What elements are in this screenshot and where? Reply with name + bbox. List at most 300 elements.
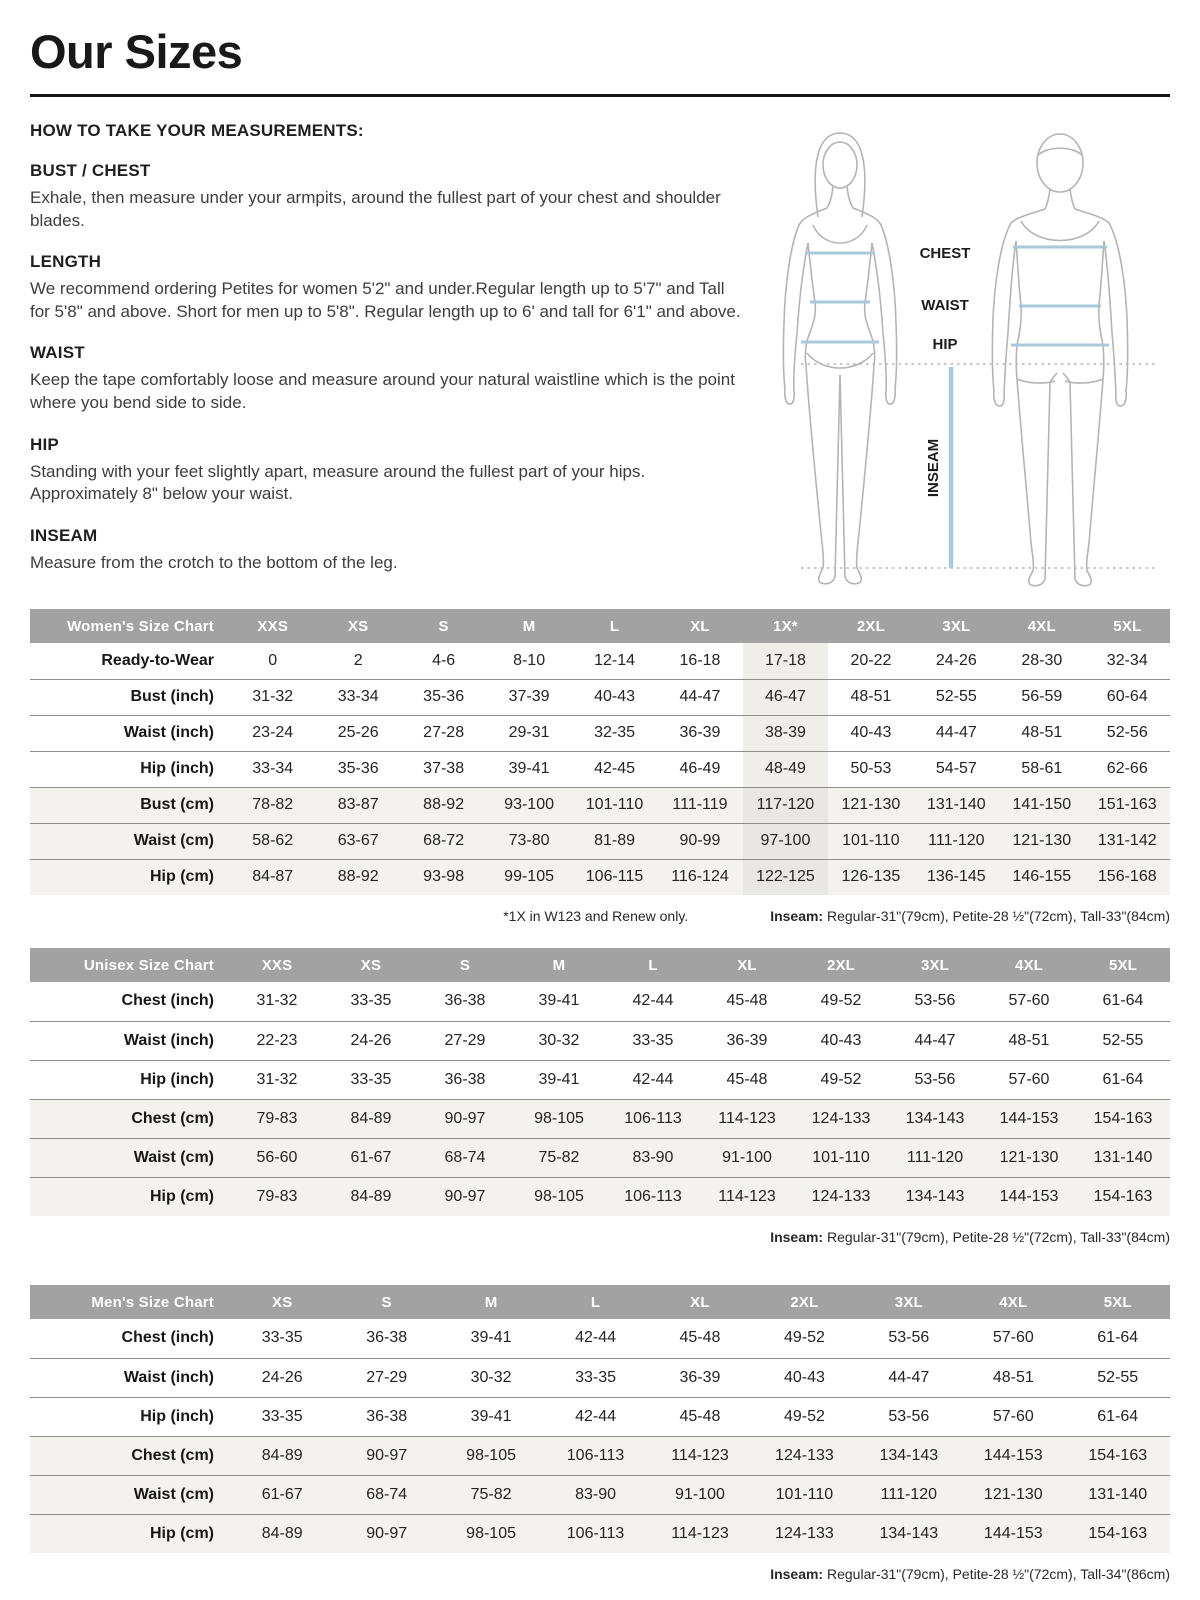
size-cell: 40-43 <box>820 1031 862 1049</box>
size-cell: 78-82 <box>252 796 294 813</box>
column-header-l: L <box>606 948 700 982</box>
size-cell: 79-83 <box>256 1187 298 1205</box>
size-cell: 114-123 <box>671 1524 729 1542</box>
column-header-xs: XS <box>230 1285 334 1319</box>
size-cell: 28-30 <box>1021 651 1063 669</box>
size-table-row <box>30 1475 1170 1514</box>
size-cell: 73-80 <box>508 832 550 849</box>
size-cell: 39-41 <box>538 1070 580 1088</box>
inseam-note-label: Inseam: <box>770 1229 827 1245</box>
size-cell: 136-145 <box>926 868 986 886</box>
size-cell: 154-163 <box>1088 1524 1148 1542</box>
size-cell: 42-44 <box>575 1329 616 1347</box>
section-waist <box>30 343 745 414</box>
size-cell: 36-38 <box>444 992 486 1010</box>
size-cell: 48-49 <box>743 751 828 787</box>
size-cell: 45-48 <box>726 1070 768 1088</box>
size-table-row <box>30 982 1170 1021</box>
unisex-table-footnotes <box>30 1229 1170 1245</box>
size-cell: 36-39 <box>679 1368 721 1386</box>
size-cell: 42-44 <box>575 1407 616 1425</box>
size-cell: 60-64 <box>1106 688 1148 705</box>
column-header-xl: XL <box>657 609 742 643</box>
mens-table-footnotes <box>30 1566 1170 1582</box>
size-cell: 17-18 <box>743 643 828 679</box>
size-cell: 36-39 <box>726 1031 768 1049</box>
size-cell: 33-35 <box>261 1329 303 1347</box>
column-header-xxs: XXS <box>230 609 315 643</box>
measurement-instructions <box>30 113 755 601</box>
size-cell: 144-153 <box>983 1446 1043 1464</box>
size-cell: 93-98 <box>423 868 465 886</box>
row-label: Hip (cm) <box>150 868 214 886</box>
size-cell: 44-47 <box>914 1031 956 1049</box>
size-cell: 12-14 <box>594 651 635 669</box>
size-cell: 53-56 <box>914 992 956 1010</box>
size-cell: 57-60 <box>992 1407 1034 1425</box>
column-header-m: M <box>512 948 606 982</box>
footnote-inseam <box>770 1566 1170 1582</box>
size-cell: 61-67 <box>261 1485 303 1503</box>
column-header-3xl: 3XL <box>857 1285 961 1319</box>
column-header-3xl: 3XL <box>888 948 982 982</box>
size-cell: 83-90 <box>632 1148 674 1166</box>
size-cell: 32-34 <box>1106 651 1148 669</box>
size-cell: 32-35 <box>594 724 635 741</box>
size-cell: 33-35 <box>575 1368 616 1386</box>
column-header-s: S <box>418 948 512 982</box>
size-cell: 57-60 <box>1008 992 1050 1010</box>
row-label: Hip (inch) <box>140 1070 214 1088</box>
size-cell: 30-32 <box>538 1031 580 1049</box>
size-cell: 68-72 <box>423 832 465 849</box>
size-cell: 46-47 <box>743 679 828 715</box>
size-cell: 39-41 <box>538 992 580 1010</box>
footnote-inseam <box>770 1229 1170 1245</box>
size-cell: 144-153 <box>999 1187 1059 1205</box>
size-cell: 106-113 <box>624 1187 682 1205</box>
size-cell: 57-60 <box>1008 1070 1050 1088</box>
size-cell: 61-67 <box>350 1148 392 1166</box>
size-cell: 91-100 <box>675 1485 725 1503</box>
size-cell: 101-110 <box>842 832 900 849</box>
size-cell: 90-97 <box>444 1187 486 1205</box>
size-cell: 20-22 <box>850 651 892 669</box>
size-table-row <box>30 823 1170 859</box>
column-header-xl: XL <box>648 1285 752 1319</box>
size-cell: 35-36 <box>423 688 465 705</box>
column-header-xxs: XXS <box>230 948 324 982</box>
size-cell: 39-41 <box>470 1329 512 1347</box>
size-cell: 75-82 <box>538 1148 580 1166</box>
column-header-s: S <box>334 1285 438 1319</box>
size-cell: 98-105 <box>466 1524 516 1542</box>
size-cell: 99-105 <box>504 868 554 886</box>
size-cell: 27-29 <box>444 1031 486 1049</box>
figures-illustration <box>755 113 1170 595</box>
row-label: Ready-to-Wear <box>101 651 214 669</box>
size-cell: 48-51 <box>1021 724 1063 741</box>
size-cell: 124-133 <box>775 1524 834 1542</box>
size-cell: 44-47 <box>935 724 977 741</box>
size-table-row <box>30 859 1170 895</box>
size-cell: 126-135 <box>841 868 901 886</box>
section-length <box>30 252 745 323</box>
size-cell: 88-92 <box>423 796 465 813</box>
size-cell: 57-60 <box>992 1329 1034 1347</box>
size-cell: 63-67 <box>337 832 379 849</box>
size-table-row <box>30 1021 1170 1060</box>
column-header-s: S <box>401 609 486 643</box>
size-cell: 58-62 <box>252 832 294 849</box>
size-cell: 84-87 <box>252 868 294 886</box>
size-table-row <box>30 1397 1170 1436</box>
row-label: Hip (cm) <box>150 1524 214 1542</box>
size-table-row <box>30 1177 1170 1216</box>
hip-label: HIP <box>932 336 958 353</box>
size-cell: 134-143 <box>905 1109 965 1127</box>
size-cell: 49-52 <box>783 1329 825 1347</box>
inseam-note-label: Inseam: <box>770 1566 827 1582</box>
column-header-xs: XS <box>315 609 400 643</box>
size-cell: 154-163 <box>1093 1109 1153 1127</box>
instructions-heading: HOW TO TAKE YOUR MEASUREMENTS: <box>30 121 364 140</box>
size-cell: 49-52 <box>820 992 862 1010</box>
size-cell: 141-150 <box>1012 796 1072 813</box>
size-cell: 121-130 <box>999 1148 1059 1166</box>
size-cell: 31-32 <box>256 1070 298 1088</box>
section-title: INSEAM <box>30 525 98 545</box>
size-cell: 83-87 <box>337 796 379 813</box>
size-cell: 68-74 <box>444 1148 486 1166</box>
size-cell: 154-163 <box>1088 1446 1148 1464</box>
size-cell: 88-92 <box>337 868 379 886</box>
mens-size-chart-block <box>30 1285 1170 1582</box>
column-header-1x: 1X* <box>743 609 828 643</box>
size-cell: 8-10 <box>513 651 546 669</box>
size-cell: 84-89 <box>261 1446 303 1464</box>
section-body: Measure from the crotch to the bottom of the leg. <box>30 552 398 572</box>
column-header-5xl: 5XL <box>1076 948 1170 982</box>
row-label: Waist (inch) <box>123 1368 214 1386</box>
size-cell: 61-64 <box>1102 1070 1144 1088</box>
footnote-1x: *1X in W123 and Renew only. <box>503 908 689 924</box>
size-cell: 106-113 <box>566 1446 625 1464</box>
row-label: Waist (cm) <box>133 1148 214 1166</box>
size-table-row <box>30 751 1170 787</box>
row-label: Bust (cm) <box>140 796 214 813</box>
column-header-m: M <box>439 1285 543 1319</box>
section-title: BUST / CHEST <box>30 161 151 180</box>
section-body: Exhale, then measure under your armpits, around the fullest part of your chest and shoulder blades. <box>30 188 721 230</box>
size-cell: 75-82 <box>470 1485 512 1503</box>
size-cell: 90-99 <box>679 832 721 849</box>
size-cell: 121-130 <box>841 796 901 813</box>
row-label: Waist (inch) <box>123 1031 214 1049</box>
column-header-5xl: 5XL <box>1066 1285 1171 1319</box>
size-cell: 91-100 <box>722 1148 772 1166</box>
unisex-size-table <box>30 948 1170 1216</box>
size-cell: 61-64 <box>1097 1407 1139 1425</box>
size-cell: 98-105 <box>534 1187 584 1205</box>
table-title: Women's Size Chart <box>30 609 230 643</box>
size-cell: 44-47 <box>679 688 721 705</box>
row-label: Waist (cm) <box>133 1485 214 1503</box>
size-cell: 106-115 <box>585 868 644 886</box>
size-cell: 33-34 <box>337 688 379 705</box>
size-cell: 53-56 <box>888 1329 930 1347</box>
size-cell: 90-97 <box>366 1524 408 1542</box>
size-cell: 40-43 <box>850 724 892 741</box>
size-cell: 84-89 <box>261 1524 303 1542</box>
size-cell: 42-45 <box>594 760 635 777</box>
column-header-l: L <box>572 609 657 643</box>
size-cell: 2 <box>353 651 363 669</box>
size-cell: 31-32 <box>252 688 294 705</box>
size-table-row <box>30 1099 1170 1138</box>
womens-table-footnotes <box>30 908 1170 924</box>
size-cell: 44-47 <box>888 1368 930 1386</box>
size-cell: 39-41 <box>508 760 550 777</box>
size-cell: 40-43 <box>594 688 635 705</box>
size-cell: 22-23 <box>256 1031 298 1049</box>
size-cell: 117-120 <box>743 787 828 823</box>
size-cell: 45-48 <box>679 1329 721 1347</box>
size-table-header-row <box>30 609 1170 643</box>
size-cell: 131-142 <box>1097 832 1157 849</box>
size-cell: 121-130 <box>983 1485 1043 1503</box>
row-label: Bust (inch) <box>130 688 214 705</box>
size-cell: 116-124 <box>671 868 729 886</box>
section-body: Keep the tape comfortably loose and measure around your natural waistline which is the point where you bend side to side. <box>30 370 735 413</box>
size-table-row <box>30 1138 1170 1177</box>
column-header-2xl: 2XL <box>828 609 913 643</box>
size-cell: 24-26 <box>261 1368 303 1386</box>
size-cell: 30-32 <box>470 1368 512 1386</box>
female-figure-outline <box>783 133 896 584</box>
column-header-2xl: 2XL <box>794 948 888 982</box>
size-cell: 131-140 <box>926 796 986 813</box>
male-figure-outline <box>992 134 1127 586</box>
size-table-row <box>30 1436 1170 1475</box>
size-cell: 29-31 <box>508 724 550 741</box>
size-cell: 46-49 <box>679 760 721 777</box>
size-cell: 79-83 <box>256 1109 298 1127</box>
size-table-row <box>30 679 1170 715</box>
column-header-xs: XS <box>324 948 418 982</box>
column-header-3xl: 3XL <box>914 609 999 643</box>
size-cell: 16-18 <box>679 651 721 669</box>
size-cell: 144-153 <box>999 1109 1059 1127</box>
size-cell: 101-110 <box>775 1485 834 1503</box>
size-cell: 156-168 <box>1097 868 1157 886</box>
size-table-row <box>30 787 1170 823</box>
inseam-note-label: Inseam: <box>770 908 827 924</box>
size-cell: 101-110 <box>812 1148 870 1166</box>
size-cell: 111-120 <box>906 1148 964 1166</box>
size-cell: 68-74 <box>366 1485 408 1503</box>
size-cell: 48-51 <box>850 688 892 705</box>
row-label: Waist (inch) <box>123 724 214 741</box>
table-title: Unisex Size Chart <box>30 948 230 982</box>
section-title: LENGTH <box>30 252 102 272</box>
size-table-row <box>30 1514 1170 1553</box>
column-header-2xl: 2XL <box>752 1285 856 1319</box>
section-hip <box>30 435 745 506</box>
title-divider <box>30 94 1170 97</box>
size-cell: 90-97 <box>366 1446 408 1464</box>
size-cell: 42-44 <box>632 1070 674 1088</box>
size-cell: 61-64 <box>1097 1329 1139 1347</box>
size-cell: 45-48 <box>726 992 768 1010</box>
size-cell: 23-24 <box>252 724 294 741</box>
row-label: Chest (inch) <box>121 1329 214 1347</box>
size-cell: 101-110 <box>585 796 644 813</box>
size-table-header-row <box>30 1285 1170 1319</box>
size-cell: 84-89 <box>350 1187 392 1205</box>
size-cell: 84-89 <box>350 1109 392 1127</box>
size-cell: 48-51 <box>992 1368 1034 1386</box>
size-cell: 154-163 <box>1093 1187 1153 1205</box>
section-title: HIP <box>30 434 59 454</box>
unisex-size-chart-block <box>30 948 1170 1245</box>
size-cell: 61-64 <box>1102 992 1144 1010</box>
size-cell: 24-26 <box>935 651 977 669</box>
size-cell: 40-43 <box>783 1368 825 1386</box>
size-cell: 35-36 <box>337 760 379 777</box>
size-cell: 93-100 <box>504 796 554 813</box>
section-body: We recommend ordering Petites for women 5'2" and under.Regular length up to 5'7" and Tall for 5'8" and above. Short for men up to 5'8". Regular length up to 6' and tall for 6'1" and above. <box>30 279 741 321</box>
chest-label: CHEST <box>919 245 971 262</box>
size-cell: 52-55 <box>1102 1031 1144 1049</box>
womens-size-table <box>30 609 1170 895</box>
size-cell: 52-55 <box>1097 1368 1139 1386</box>
womens-size-chart-block <box>30 609 1170 924</box>
size-cell: 98-105 <box>466 1446 516 1464</box>
size-cell: 81-89 <box>594 832 635 849</box>
measurement-guide <box>30 113 1170 601</box>
size-cell: 54-57 <box>935 760 977 777</box>
size-cell: 42-44 <box>632 992 674 1010</box>
size-cell: 124-133 <box>811 1109 871 1127</box>
size-table-row <box>30 1319 1170 1358</box>
size-cell: 114-123 <box>671 1446 729 1464</box>
waist-label: WAIST <box>921 297 969 314</box>
section-title: WAIST <box>30 343 85 363</box>
measurement-lines <box>801 247 1109 568</box>
size-cell: 33-35 <box>261 1407 303 1425</box>
body-measurement-diagram <box>755 113 1170 601</box>
size-cell: 146-155 <box>1012 868 1072 886</box>
size-cell: 134-143 <box>879 1524 939 1542</box>
section-inseam <box>30 526 745 575</box>
size-cell: 83-90 <box>575 1485 616 1503</box>
inseam-note-text: Regular-31"(79cm), Petite-28 ½"(72cm), Tall-33"(84cm) <box>827 908 1170 924</box>
size-table-header-row <box>30 948 1170 982</box>
size-cell: 114-123 <box>718 1187 776 1205</box>
size-cell: 49-52 <box>820 1070 862 1088</box>
size-table-row <box>30 1358 1170 1397</box>
size-cell: 106-113 <box>624 1109 682 1127</box>
size-cell: 36-38 <box>366 1329 408 1347</box>
row-label: Waist (cm) <box>133 832 214 849</box>
footnote-inseam <box>770 908 1170 924</box>
size-cell: 36-39 <box>679 724 721 741</box>
size-cell: 121-130 <box>1012 832 1072 849</box>
size-cell: 50-53 <box>850 760 892 777</box>
size-cell: 131-140 <box>1093 1148 1153 1166</box>
column-header-5xl: 5XL <box>1085 609 1170 643</box>
size-cell: 62-66 <box>1106 760 1148 777</box>
size-cell: 53-56 <box>914 1070 956 1088</box>
size-cell: 39-41 <box>470 1407 512 1425</box>
size-cell: 36-38 <box>444 1070 486 1088</box>
size-cell: 131-140 <box>1088 1485 1148 1503</box>
column-header-l: L <box>543 1285 647 1319</box>
size-cell: 97-100 <box>743 823 828 859</box>
size-cell: 25-26 <box>337 724 379 741</box>
size-table-row <box>30 643 1170 679</box>
row-label: Hip (inch) <box>140 1407 214 1425</box>
size-cell: 114-123 <box>718 1109 776 1127</box>
size-cell: 24-26 <box>350 1031 392 1049</box>
size-cell: 124-133 <box>811 1187 871 1205</box>
size-table-row <box>30 715 1170 751</box>
size-cell: 144-153 <box>983 1524 1043 1542</box>
size-cell: 27-29 <box>366 1368 408 1386</box>
size-cell: 124-133 <box>775 1446 834 1464</box>
column-header-m: M <box>486 609 571 643</box>
page-title: Our Sizes <box>30 25 243 78</box>
size-cell: 33-34 <box>252 760 294 777</box>
size-cell: 151-163 <box>1097 796 1157 813</box>
size-cell: 134-143 <box>879 1446 939 1464</box>
mens-size-table <box>30 1285 1170 1553</box>
size-cell: 122-125 <box>743 859 828 895</box>
size-cell: 37-39 <box>508 688 550 705</box>
row-label: Chest (cm) <box>131 1446 214 1464</box>
size-cell: 111-119 <box>672 796 728 813</box>
size-cell: 56-60 <box>256 1148 298 1166</box>
size-cell: 48-51 <box>1008 1031 1050 1049</box>
size-cell: 98-105 <box>534 1109 584 1127</box>
size-cell: 4-6 <box>432 651 456 669</box>
column-header-4xl: 4XL <box>982 948 1076 982</box>
size-cell: 111-120 <box>880 1485 938 1503</box>
section-bust-chest <box>30 161 745 232</box>
size-cell: 37-38 <box>423 760 465 777</box>
size-cell: 52-56 <box>1106 724 1148 741</box>
size-cell: 33-35 <box>350 1070 392 1088</box>
inseam-note-text: Regular-31"(79cm), Petite-28 ½"(72cm), Tall-33"(84cm) <box>827 1229 1170 1245</box>
inseam-label: INSEAM <box>925 438 942 498</box>
size-cell: 49-52 <box>783 1407 825 1425</box>
row-label: Hip (cm) <box>150 1187 214 1205</box>
size-cell: 111-120 <box>928 832 985 849</box>
size-cell: 106-113 <box>566 1524 625 1542</box>
size-cell: 90-97 <box>444 1109 486 1127</box>
table-title: Men's Size Chart <box>30 1285 230 1319</box>
size-cell: 53-56 <box>888 1407 930 1425</box>
size-cell: 38-39 <box>743 715 828 751</box>
column-header-4xl: 4XL <box>961 1285 1065 1319</box>
size-cell: 36-38 <box>366 1407 408 1425</box>
size-cell: 45-48 <box>679 1407 721 1425</box>
size-cell: 134-143 <box>905 1187 965 1205</box>
column-header-4xl: 4XL <box>999 609 1084 643</box>
size-table-row <box>30 1060 1170 1099</box>
size-cell: 31-32 <box>256 992 298 1010</box>
